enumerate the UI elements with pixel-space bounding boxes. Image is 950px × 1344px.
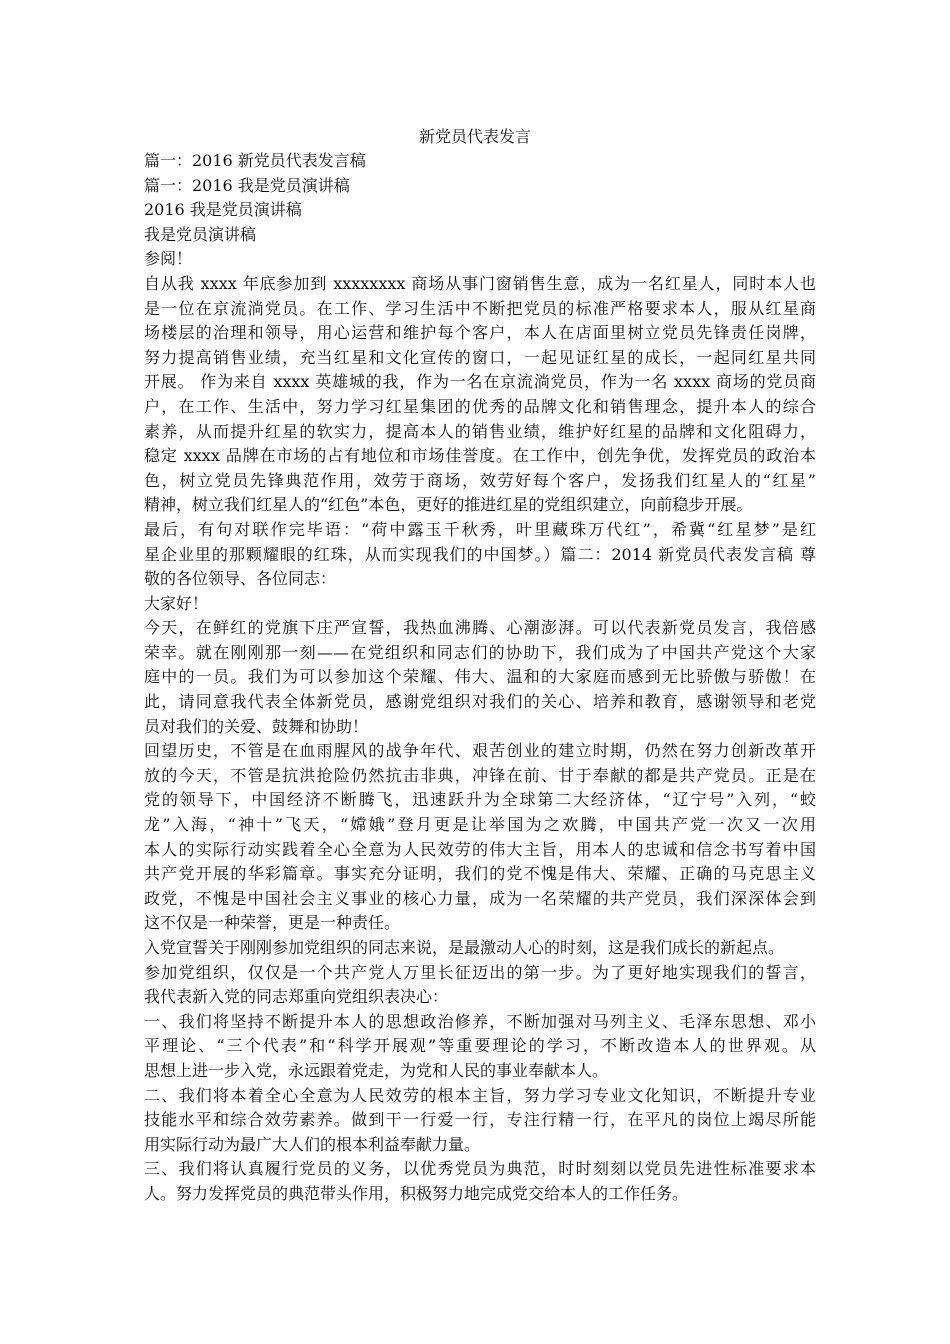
text-line: 这不仅是一种荣誉，更是一种责任。 [144,913,401,933]
text-line: 此，请同意我代表全体新党员，感谢党组织对我们的关心、培养和教育，感谢领导和老党 [144,692,816,712]
text-line: 荣幸。就在刚刚那一刻——在党组织和同志们的协助下，我们成为了中国共产党这个大家 [144,642,816,662]
text-line: 参阅！ [144,249,193,269]
text-line: 2016 我是党员演讲稿 [144,200,302,220]
text-line: 星企业里的那颗耀眼的红珠，从而实现我们的中国梦。）篇二：2014 新党员代表发言稿 尊 [144,544,816,564]
text-line: 户，在工作、生活中，努力学习红星集团的优秀的品牌文化和销售理念，提升本人的综合 [144,396,816,416]
text-line: 思想上进一步入党，永远跟着党走，为党和人民的事业奉献本人。 [144,1060,609,1080]
text-line: 最后，有句对联作完毕语：“荷中露玉千秋秀，叶里藏珠万代红”，希冀“红星梦”是红 [144,519,816,539]
text-line: 我代表新入党的同志郑重向党组织表决心： [144,987,449,1007]
text-line: 自从我 xxxx 年底参加到 xxxxxxxx 商场从事门窗销售生意，成为一名红星人，同时本人也 [144,273,816,293]
text-line: 一、我们将坚持不断提升本人的思想政治修养，不断加强对马列主义、毛泽东思想、邓小 [144,1011,816,1031]
text-line: 参加党组织，仅仅是一个共产党人万里长征迈出的第一步。为了更好地实现我们的誓言， [144,962,816,982]
text-line: 技能水平和综合效劳素养。做到干一行爱一行，专注行精一行，在平凡的岗位上竭尽所能 [144,1110,816,1130]
text-line: 人。努力发挥党员的典范带头作用，积极努力地完成党交给本人的工作任务。 [144,1183,689,1203]
text-line: 努力提高销售业绩，充当红星和文化宣传的窗口，一起见证红星的成长，一起同红星共同 [144,347,816,367]
text-line: 庭中的一员。我们为可以参加这个荣耀、伟大、温和的大家庭而感到无比骄傲与骄傲！在 [144,667,816,687]
text-line: 回望历史，不管是在血雨腥风的战争年代、艰苦创业的建立时期，仍然在努力创新改革开 [144,741,816,761]
text-line: 党的领导下，中国经济不断腾飞，迅速跃升为全球第二大经济体，“辽宁号”入列，“蛟 [144,790,816,810]
text-line: 放的今天，不管是抗洪抢险仍然抗击非典，冲锋在前、甘于奉献的都是共产党员。正是在 [144,765,816,785]
text-line: 入党宣誓关于刚刚参加党组织的同志来说，是最激动人心的时刻，这是我们成长的新起点。 [144,938,785,957]
text-line: 篇一：2016 新党员代表发言稿 [144,151,366,170]
text-line: 篇一：2016 我是党员演讲稿 [144,175,350,195]
text-line: 今天，在鲜红的党旗下庄严宣誓，我热血沸腾、心潮澎湃。可以代表新党员发言，我倍感 [144,618,816,638]
text-line: 大家好！ [144,593,209,613]
text-line: 色，树立党员先锋典范作用，效劳于商场，效劳好每个客户，发扬我们红星人的“红星” [144,470,816,490]
text-line: 员对我们的关爱、鼓舞和协助！ [144,716,369,736]
text-line: 龙”入海，“神十”飞天，“嫦娥”登月更是让举国为之欢腾，中国共产党一次又一次用 [144,815,816,835]
document-title: 新党员代表发言 [418,127,531,146]
text-line: 共产党开展的华彩篇章。事实充分证明，我们的党不愧是伟大、荣耀、正确的马克思主义 [144,864,816,884]
text-line: 场楼层的治理和领导，用心运营和维护每个客户，本人在店面里树立党员先锋责任岗牌， [144,323,816,343]
text-line: 政党，不愧是中国社会主义事业的核心力量，成为一名荣耀的共产党员，我们深深体会到 [144,888,816,908]
text-line: 稳定 xxxx 品牌在市场的占有地位和市场佳誉度。在工作中，创先争优，发挥党员的政治本 [144,446,816,466]
text-line: 素养，从而提升红星的软实力，提高本人的销售业绩，维护好红星的品牌和文化阻碍力， [144,421,816,441]
text-line: 我是党员演讲稿 [144,224,257,244]
text-line: 开展。 作为来自 xxxx 英雄城的我，作为一名在京流淌党员，作为一名 xxxx 商场的党员商 [144,372,816,392]
text-line: 是一位在京流淌党员。在工作、学习生活中不断把党员的标准严格要求本人，服从红星商 [144,298,816,318]
text-line: 敬的各位领导、各位同志： [144,569,337,589]
text-line: 二、我们将本着全心全意为人民效劳的根本主旨，努力学习专业文化知识，不断提升专业 [144,1085,816,1105]
text-line: 精神，树立我们红星人的“红色”本色，更好的推进红星的党组织建立，向前稳步开展。 [144,495,753,515]
text-line: 本人的实际行动实践着全心全意为人民效劳的伟大主旨，用本人的忠诚和信念书写着中国 [144,839,816,859]
text-line: 三、我们将认真履行党员的义务，以优秀党员为典范，时时刻刻以党员先进性标准要求本 [144,1159,816,1179]
text-line: 用实际行动为最广大人们的根本利益奉献力量。 [144,1134,481,1154]
document-body [144,149,816,1207]
text-line: 平理论、“三个代表”和“科学开展观”等重要理论的学习，不断改造本人的世界观。从 [144,1036,816,1056]
